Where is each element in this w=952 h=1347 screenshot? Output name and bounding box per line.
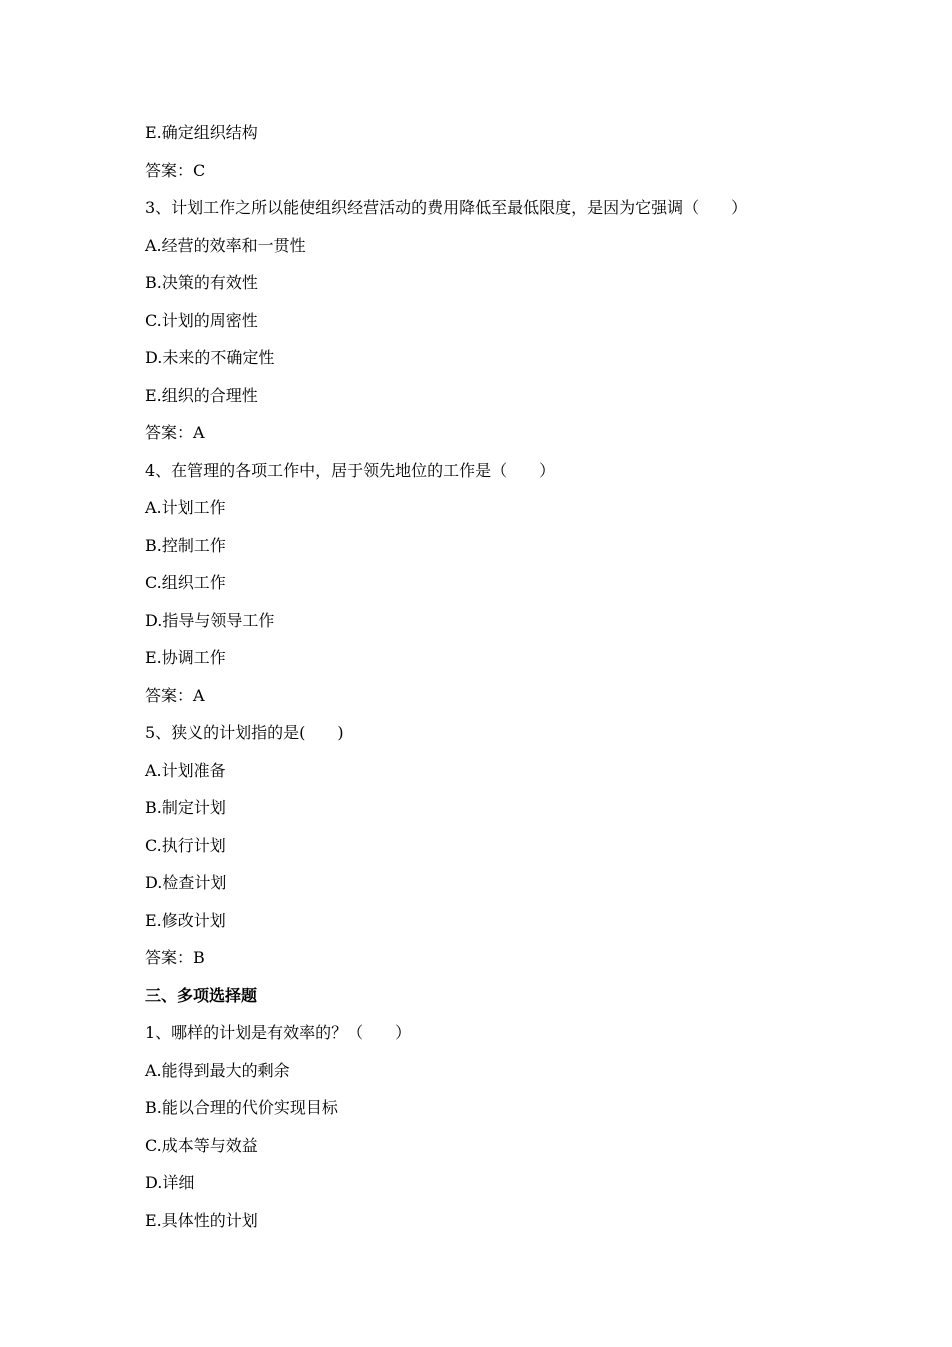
option-line: C.成本等与效益 — [145, 1135, 258, 1155]
question-line: 5、狭义的计划指的是( ) — [145, 723, 344, 742]
option-line: E.组织的合理性 — [145, 385, 258, 405]
option-line: D.未来的不确定性 — [145, 348, 275, 367]
answer-line: 答案：B — [145, 948, 205, 967]
option-line: E.具体性的计划 — [145, 1210, 258, 1230]
option-line: B.能以合理的代价实现目标 — [145, 1098, 338, 1117]
question-line: 3、计划工作之所以能使组织经营活动的费用降低至最低限度，是因为它强调（ ） — [145, 198, 748, 217]
option-line: E.修改计划 — [145, 910, 226, 930]
question-line: 1、哪样的计划是有效率的？（ ） — [145, 1023, 412, 1042]
option-line: A.计划工作 — [145, 498, 226, 517]
section-heading: 三、多项选择题 — [145, 985, 258, 1005]
option-line: D.指导与领导工作 — [145, 610, 275, 630]
option-line: D.检查计划 — [145, 873, 227, 892]
option-line: B.控制工作 — [145, 535, 226, 555]
answer-line: 答案：A — [145, 423, 205, 442]
option-line: C.执行计划 — [145, 835, 226, 855]
option-line: D.详细 — [145, 1173, 195, 1192]
option-line: C.组织工作 — [145, 573, 226, 592]
option-line: C.计划的周密性 — [145, 310, 258, 330]
question-line: 4、在管理的各项工作中，居于领先地位的工作是（ ） — [145, 460, 556, 480]
option-line: A.计划准备 — [145, 760, 226, 780]
option-line: E.协调工作 — [145, 648, 226, 667]
option-line: B.决策的有效性 — [145, 273, 258, 292]
option-line: E.确定组织结构 — [145, 123, 258, 142]
answer-line: 答案：C — [145, 160, 206, 180]
option-line: A.经营的效率和一贯性 — [145, 235, 306, 255]
page-content — [145, 121, 845, 1246]
option-line: A.能得到最大的剩余 — [145, 1060, 290, 1080]
answer-line: 答案：A — [145, 685, 205, 705]
option-line: B.制定计划 — [145, 798, 226, 817]
